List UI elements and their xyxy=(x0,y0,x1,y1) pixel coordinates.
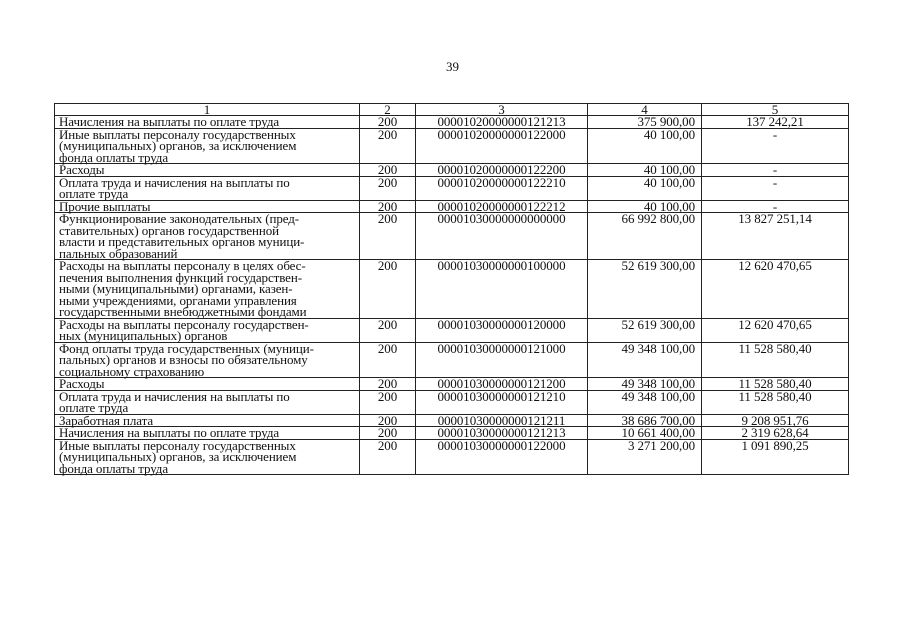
executed-amount: 11 528 580,40 xyxy=(702,378,849,391)
classifier-code: 00001020000000122000 xyxy=(416,128,588,164)
executed-amount: 11 528 580,40 xyxy=(702,390,849,414)
line-item-name xyxy=(55,176,360,200)
executed-amount: - xyxy=(702,176,849,200)
line-item-name-line: пальных образований xyxy=(59,245,178,261)
classifier-code: 00001020000000122212 xyxy=(416,200,588,213)
classifier-code: 00001030000000121213 xyxy=(416,427,588,440)
executed-amount: - xyxy=(702,200,849,213)
executed-amount: - xyxy=(702,164,849,177)
header-cell: 4 xyxy=(588,104,702,116)
planned-amount: 40 100,00 xyxy=(588,176,702,200)
line-item-name xyxy=(55,439,360,475)
line-item-name-line: ными учреждениями, органами управления xyxy=(59,292,297,308)
executed-amount: 12 620 470,65 xyxy=(702,260,849,319)
planned-amount: 66 992 800,00 xyxy=(588,213,702,260)
line-item-name-line: власти и представительных органов муници- xyxy=(59,234,305,249)
executed-amount: 9 208 951,76 xyxy=(702,414,849,427)
table-row xyxy=(55,342,849,378)
header-cell: 5 xyxy=(702,104,849,116)
executed-amount: 137 242,21 xyxy=(702,116,849,129)
classifier-code: 00001020000000122200 xyxy=(416,164,588,177)
planned-amount: 3 271 200,00 xyxy=(588,439,702,475)
classifier-code: 00001030000000100000 xyxy=(416,260,588,319)
planned-amount: 49 348 100,00 xyxy=(588,390,702,414)
planned-amount: 52 619 300,00 xyxy=(588,260,702,319)
page-number: 39 xyxy=(446,59,459,74)
line-item-name-line: (муниципальных) органов, за исключением xyxy=(59,449,297,464)
budget-table xyxy=(54,103,849,475)
line-item-name xyxy=(55,390,360,414)
classifier-code: 00001030000000000000 xyxy=(416,213,588,260)
line-item-name-line: Расходы на выплаты персоналу в целях обес- xyxy=(59,258,306,273)
line-item-name-line: пальных) органов и взносы по обязательному xyxy=(59,352,308,367)
line-item-name-line: Функционирование законодательных (пред- xyxy=(59,211,299,226)
line-item-name-line: ставительных) органов государственной xyxy=(59,222,280,238)
executed-amount: 1 091 890,25 xyxy=(702,439,849,475)
header-cell: 1 xyxy=(55,104,360,116)
line-item-name-line: печения выполнения функций государствен- xyxy=(59,269,302,285)
line-item-name-line: фонда оплаты труда xyxy=(59,149,168,165)
executed-amount: 11 528 580,40 xyxy=(702,342,849,378)
line-item-name-line: Заработная плата xyxy=(59,412,154,428)
line-item-name-line: Расходы xyxy=(59,376,105,391)
table-row xyxy=(55,176,849,200)
line-item-name-line: государственными внебюджетными фондами xyxy=(59,304,307,319)
line-item-name-line: Оплата труда и начисления на выплаты по xyxy=(59,388,290,404)
line-item-name-line: Расходы xyxy=(59,162,105,177)
table-row xyxy=(55,128,849,164)
planned-amount: 49 348 100,00 xyxy=(588,378,702,391)
row-code: 200 xyxy=(360,439,416,475)
line-item-name-line: Расходы на выплаты персоналу государствен- xyxy=(59,316,309,332)
classifier-code: 00001030000000121211 xyxy=(416,414,588,427)
table-row xyxy=(55,318,849,342)
planned-amount: 38 686 700,00 xyxy=(588,414,702,427)
executed-amount: - xyxy=(702,128,849,164)
classifier-code: 00001020000000121213 xyxy=(416,116,588,129)
line-item-name-line: оплате труда xyxy=(59,186,129,201)
line-item-name-line: Начисления на выплаты по оплате труда xyxy=(59,425,280,440)
classifier-code: 00001030000000121000 xyxy=(416,342,588,378)
executed-amount: 2 319 628,64 xyxy=(702,427,849,440)
classifier-code: 00001030000000121210 xyxy=(416,390,588,414)
row-code: 200 xyxy=(360,427,416,440)
line-item-name-line: Прочие выплаты xyxy=(59,198,151,214)
row-code: 200 xyxy=(360,116,416,129)
table-row xyxy=(55,390,849,414)
row-code: 200 xyxy=(360,318,416,342)
line-item-name-line: социальному страхованию xyxy=(59,363,205,379)
classifier-code: 00001030000000120000 xyxy=(416,318,588,342)
line-item-name xyxy=(55,318,360,342)
line-item-name-line: оплате труда xyxy=(59,400,129,415)
row-code: 200 xyxy=(360,128,416,164)
planned-amount: 40 100,00 xyxy=(588,200,702,213)
executed-amount: 12 620 470,65 xyxy=(702,318,849,342)
classifier-code: 00001020000000122210 xyxy=(416,176,588,200)
line-item-name-line: Начисления на выплаты по оплате труда xyxy=(59,114,280,129)
planned-amount: 375 900,00 xyxy=(588,116,702,129)
table-row xyxy=(55,213,849,260)
row-code: 200 xyxy=(360,390,416,414)
row-code: 200 xyxy=(360,342,416,378)
line-item-name-line: ных (муниципальных) органов xyxy=(59,328,228,343)
line-item-name-line: (муниципальных) органов, за исключением xyxy=(59,138,297,153)
planned-amount: 40 100,00 xyxy=(588,164,702,177)
planned-amount: 40 100,00 xyxy=(588,128,702,164)
planned-amount: 49 348 100,00 xyxy=(588,342,702,378)
line-item-name-line: Фонд оплаты труда государственных (муници- xyxy=(59,340,314,356)
line-item-name xyxy=(55,342,360,378)
line-item-name xyxy=(55,128,360,164)
row-code: 200 xyxy=(360,213,416,260)
header-cell: 3 xyxy=(416,104,588,116)
classifier-code: 00001030000000122000 xyxy=(416,439,588,475)
table-row xyxy=(55,439,849,475)
row-code: 200 xyxy=(360,378,416,391)
line-item-name-line: Оплата труда и начисления на выплаты по xyxy=(59,174,290,190)
planned-amount: 10 661 400,00 xyxy=(588,427,702,440)
row-code: 200 xyxy=(360,414,416,427)
line-item-name-line: Иные выплаты персоналу государственных xyxy=(59,126,296,142)
line-item-name-line: ными (муниципальными) органами, казен- xyxy=(59,281,293,296)
planned-amount: 52 619 300,00 xyxy=(588,318,702,342)
row-code: 200 xyxy=(360,164,416,177)
table-row xyxy=(55,260,849,319)
line-item-name-line: фонда оплаты труда xyxy=(59,460,168,476)
line-item-name-line: Иные выплаты персоналу государственных xyxy=(59,437,296,453)
line-item-name xyxy=(55,213,360,260)
executed-amount: 13 827 251,14 xyxy=(702,213,849,260)
classifier-code: 00001030000000121200 xyxy=(416,378,588,391)
row-code: 200 xyxy=(360,260,416,319)
line-item-name xyxy=(55,260,360,319)
row-code: 200 xyxy=(360,200,416,213)
row-code: 200 xyxy=(360,176,416,200)
header-cell: 2 xyxy=(360,104,416,116)
